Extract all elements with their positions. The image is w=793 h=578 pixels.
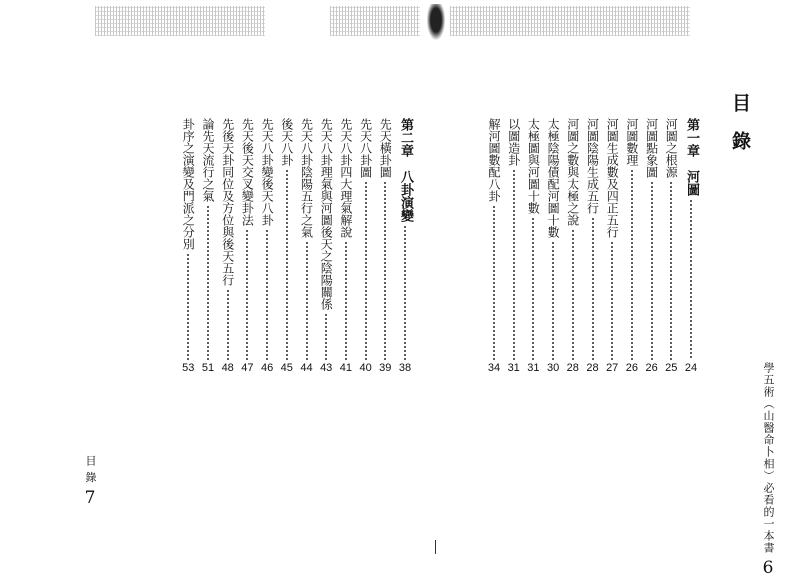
toc-entry xyxy=(260,118,274,374)
toc-entry-page: 47 xyxy=(241,362,254,374)
toc-entry xyxy=(300,118,314,374)
toc-entry-page: 26 xyxy=(625,362,639,374)
toc-entry xyxy=(625,118,639,374)
toc-entry-title: 先天八卦四大理氣解說 xyxy=(338,118,353,238)
toc-entry xyxy=(339,118,353,374)
toc-entry-page: 31 xyxy=(527,362,540,374)
toc-entry-title: 先天八卦理氣與河圖後天之陰陽關係 xyxy=(319,118,334,310)
toc-entry xyxy=(378,118,392,374)
toc-entry xyxy=(181,118,195,374)
toc-entry-page: 28 xyxy=(566,362,579,374)
toc-entry-title: 河圖之數與太極之說 xyxy=(565,118,580,226)
dot-leader xyxy=(631,169,633,360)
toc-entry xyxy=(359,118,373,374)
toc-entry xyxy=(507,118,521,374)
toc-entry xyxy=(319,118,333,374)
right-page-footer xyxy=(760,362,776,578)
page-number-right: 6 xyxy=(762,558,774,578)
toc-entry xyxy=(605,118,619,374)
toc-entry-page: 34 xyxy=(487,362,501,374)
toc-entry xyxy=(280,118,294,374)
dot-leader xyxy=(227,289,229,360)
toc-entry-title: 以圖造卦 xyxy=(506,118,521,166)
toc-entry-title: 先後天卦同位及方位與後天五行 xyxy=(220,118,235,286)
toc-entry xyxy=(487,118,501,374)
toc-entry-page: 43 xyxy=(320,362,333,374)
running-title-right: 學五術（山醫命卜相）必看的一本書 xyxy=(762,362,775,554)
toc-entry-page: 51 xyxy=(201,362,215,374)
toc-entry-title: 先天橫卦圖 xyxy=(378,118,393,178)
toc-entry xyxy=(526,118,540,374)
toc-entry-title: 先天八卦變後天八卦 xyxy=(260,118,275,226)
book-gutter-mark xyxy=(425,4,447,44)
toc-entry-page: 24 xyxy=(684,362,698,374)
toc-heading: 目 錄 xyxy=(729,93,751,156)
toc-entry-page: 26 xyxy=(645,362,658,374)
running-title-left: 目 錄 xyxy=(84,455,97,484)
scan-noise-right xyxy=(450,6,690,36)
toc-entry xyxy=(586,118,600,374)
dot-leader xyxy=(246,229,248,360)
dot-leader xyxy=(690,199,692,360)
scan-noise-left xyxy=(95,6,265,36)
dot-leader xyxy=(611,241,613,360)
toc-entry-title: 卦序之演變及門派之分別 xyxy=(181,118,196,250)
toc-entry-title: 先天後天交叉變卦法 xyxy=(240,118,255,226)
toc-entry xyxy=(664,118,678,374)
toc-entry xyxy=(645,118,659,374)
dot-leader xyxy=(365,181,367,360)
toc-entry-page: 48 xyxy=(221,362,234,374)
toc-entry-title: 河圖生成數及四正五行 xyxy=(605,118,620,238)
dot-leader xyxy=(513,169,515,360)
toc-chapter-entry xyxy=(398,118,412,374)
toc-entry xyxy=(240,118,254,374)
toc-entry-page: 40 xyxy=(359,362,372,374)
dot-leader xyxy=(266,229,268,360)
dot-leader xyxy=(572,229,574,360)
toc-entry-page: 31 xyxy=(507,362,520,374)
toc-entry-page: 53 xyxy=(182,362,195,374)
toc-entry-page: 46 xyxy=(260,362,274,374)
toc-entry-page: 45 xyxy=(280,362,293,374)
dot-leader xyxy=(651,181,653,360)
toc-entry-title: 河圖陰陽生成五行 xyxy=(585,118,600,214)
toc-entry-page: 27 xyxy=(606,362,619,374)
toc-entry-title: 先天八卦圖 xyxy=(358,118,373,178)
scan-noise-center xyxy=(330,6,420,36)
dot-leader xyxy=(306,241,308,360)
dot-leader xyxy=(532,217,534,360)
toc-entry-page: 39 xyxy=(379,362,392,374)
left-page-footer xyxy=(82,455,98,508)
toc-entry xyxy=(221,118,235,374)
toc-chapter-entry xyxy=(684,118,698,374)
dot-leader xyxy=(670,181,672,360)
toc-entry xyxy=(546,118,560,374)
toc-entry-title: 太極圖與河圖十數 xyxy=(526,118,541,214)
gutter-tick xyxy=(435,540,436,554)
dot-leader xyxy=(493,205,495,360)
dot-leader xyxy=(404,225,406,360)
dot-leader xyxy=(325,313,327,360)
toc-entry-title: 太極陰陽債配河圖十數 xyxy=(546,118,561,238)
toc-entry-title: 解河圖數配八卦 xyxy=(487,118,501,202)
toc-entry-title: 先天八卦陰陽五行之氣 xyxy=(299,118,314,238)
dot-leader xyxy=(552,241,554,360)
dot-leader xyxy=(384,181,386,360)
toc-entry-title: 河圖點象圖 xyxy=(644,118,659,178)
toc-entry-page: 25 xyxy=(665,362,678,374)
toc-entry-title: 河圖數理 xyxy=(624,118,639,166)
dot-leader xyxy=(286,169,288,360)
toc-entry-page: 44 xyxy=(300,362,313,374)
toc-entry-page: 38 xyxy=(398,362,412,374)
toc-entry xyxy=(201,118,215,374)
toc-entry-title: 第一章 河圖 xyxy=(684,118,699,196)
toc-entry-page: 41 xyxy=(339,362,353,374)
toc-entry-title: 後天八卦 xyxy=(279,118,294,166)
toc-entry-title: 論先天流行之氣 xyxy=(201,118,215,202)
dot-leader xyxy=(207,205,209,360)
dot-leader xyxy=(187,253,189,360)
toc-entry-title: 河圖之根源 xyxy=(664,118,679,178)
dot-leader xyxy=(592,217,594,360)
toc-entry-title: 第二章 八卦演變 xyxy=(398,118,413,222)
toc-entry-page: 30 xyxy=(546,362,560,374)
dot-leader xyxy=(345,241,347,360)
page-number-left: 7 xyxy=(84,487,96,508)
toc-entry-page: 28 xyxy=(586,362,599,374)
toc-entry xyxy=(566,118,580,374)
